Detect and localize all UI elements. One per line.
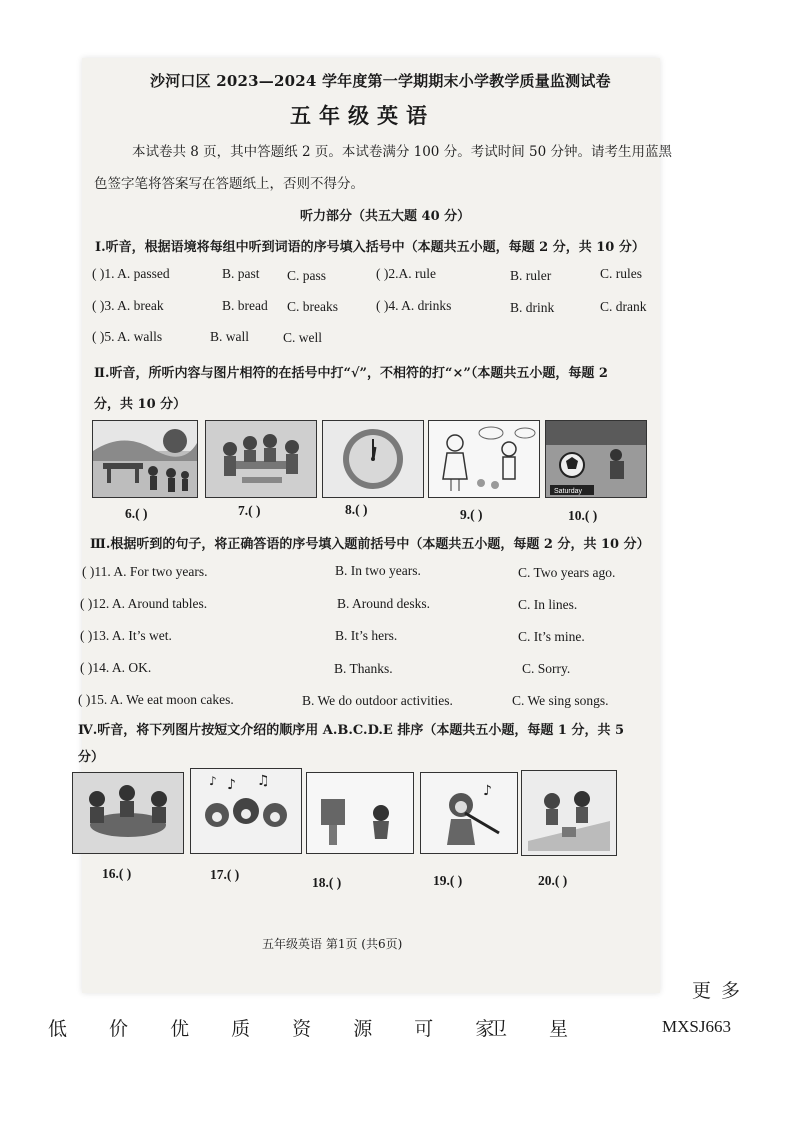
q11-c: C. Two years ago. xyxy=(518,565,616,580)
q1-a: ( )1. A. passed xyxy=(92,266,170,281)
watermark-mid: 卫 星 xyxy=(488,1018,587,1040)
label-q16: 16.( ) xyxy=(102,866,132,881)
label-q9: 9.( ) xyxy=(460,507,483,522)
exam-title: 沙河口区 2023—2024 学年度第一学期期末小学教学质量监测试卷 xyxy=(150,72,611,90)
picture-girl-flute xyxy=(420,772,518,854)
q2-a: ( )2.A. rule xyxy=(376,266,436,281)
picture-kid-tv xyxy=(306,772,414,854)
label-q20: 20.( ) xyxy=(538,873,568,888)
picture-playground xyxy=(545,420,647,498)
q3-a: ( )3. A. break xyxy=(92,298,164,313)
q12-b: B. Around desks. xyxy=(337,596,431,611)
section1-heading: Ⅰ.听音，根据语境将每组中听到词语的序号填入括号中（本题共五小题，每题 2 分，共 10 分） xyxy=(95,240,645,255)
picture-clock xyxy=(322,420,424,498)
q2-c: C. rules xyxy=(600,266,642,281)
svg-text:♪: ♪ xyxy=(227,777,236,793)
q13-b: B. It’s hers. xyxy=(335,628,398,643)
label-q7: 7.( ) xyxy=(238,503,261,518)
q12-c: C. In lines. xyxy=(518,597,578,612)
label-q8: 8.( ) xyxy=(345,502,368,517)
svg-text:♪: ♪ xyxy=(483,783,492,799)
subject-title: 五年级英语 xyxy=(290,103,435,128)
q15-a: ( )15. A. We eat moon cakes. xyxy=(78,692,234,707)
section4-heading-1: Ⅳ.听音，将下列图片按短文介绍的顺序用 A.B.C.D.E 排序（本题共五小题，每题 1 分，共 5 xyxy=(78,723,625,738)
q3-b: B. bread xyxy=(222,298,268,313)
q13-a: ( )13. A. It’s wet. xyxy=(80,628,172,643)
section4-heading-2: 分） xyxy=(78,750,105,765)
section2-heading-1: Ⅱ.听音，所听内容与图片相符的在括号中打“√”，不相符的打“×”（本题共五小题，每题 2 xyxy=(94,366,608,381)
q15-b: B. We do outdoor activities. xyxy=(302,693,453,708)
label-q19: 19.( ) xyxy=(433,873,463,888)
picture-kids-singing xyxy=(190,768,302,854)
page-footer: 五年级英语 第1页 (共6页) xyxy=(262,937,403,951)
q11-a: ( )11. A. For two years. xyxy=(82,564,208,579)
q5-c: C. well xyxy=(283,330,322,345)
label-q6: 6.( ) xyxy=(125,506,148,521)
intro-line-1: 本试卷共 8 页，其中答题纸 2 页。本试卷满分 100 分。考试时间 50 分钟。请考生用蓝黑 xyxy=(132,144,672,160)
watermark-more: 更 多 xyxy=(692,980,743,1002)
saturday-caption: Saturday xyxy=(554,488,583,495)
q4-a: ( )4. A. drinks xyxy=(376,298,452,313)
section2-heading-2: 分，共 10 分） xyxy=(94,397,187,412)
label-q17: 17.( ) xyxy=(210,867,240,882)
q2-b: B. ruler xyxy=(510,268,552,283)
q1-b: B. past xyxy=(222,266,260,281)
q12-a: ( )12. A. Around tables. xyxy=(80,596,208,611)
q14-a: ( )14. A. OK. xyxy=(80,660,152,675)
q5-b: B. wall xyxy=(210,329,249,344)
listening-header: 听力部分（共五大题 40 分） xyxy=(300,209,471,224)
q4-b: B. drink xyxy=(510,300,555,315)
picture-family-table xyxy=(72,772,184,854)
q4-c: C. drank xyxy=(600,299,647,314)
svg-text:♫: ♫ xyxy=(257,773,270,789)
watermark-left: 低 价 优 质 资 源 可 家 xyxy=(48,1018,513,1040)
q15-c: C. We sing songs. xyxy=(512,693,609,708)
picture-kids-table xyxy=(205,420,317,498)
picture-kids-drawing xyxy=(428,420,540,498)
q11-b: B. In two years. xyxy=(335,563,421,578)
q5-a: ( )5. A. walls xyxy=(92,329,163,344)
q1-c: C. pass xyxy=(287,268,327,283)
label-q10: 10.( ) xyxy=(568,508,598,523)
section3-heading: Ⅲ.根据听到的句子，将正确答语的序号填入题前括号中（本题共五小题，每题 2 分，共 10 分） xyxy=(90,537,650,552)
intro-line-2: 色签字笔将答案写在答题纸上，否则不得分。 xyxy=(94,176,364,192)
q14-c: C. Sorry. xyxy=(522,661,571,676)
picture-kids-games xyxy=(521,770,617,856)
label-q18: 18.( ) xyxy=(312,875,342,890)
watermark-code: MXSJ663 xyxy=(662,1017,731,1036)
svg-text:♪: ♪ xyxy=(209,774,217,788)
q14-b: B. Thanks. xyxy=(334,661,393,676)
q3-c: C. breaks xyxy=(287,299,338,314)
picture-park-kids xyxy=(92,420,198,498)
q13-c: C. It’s mine. xyxy=(518,629,585,644)
